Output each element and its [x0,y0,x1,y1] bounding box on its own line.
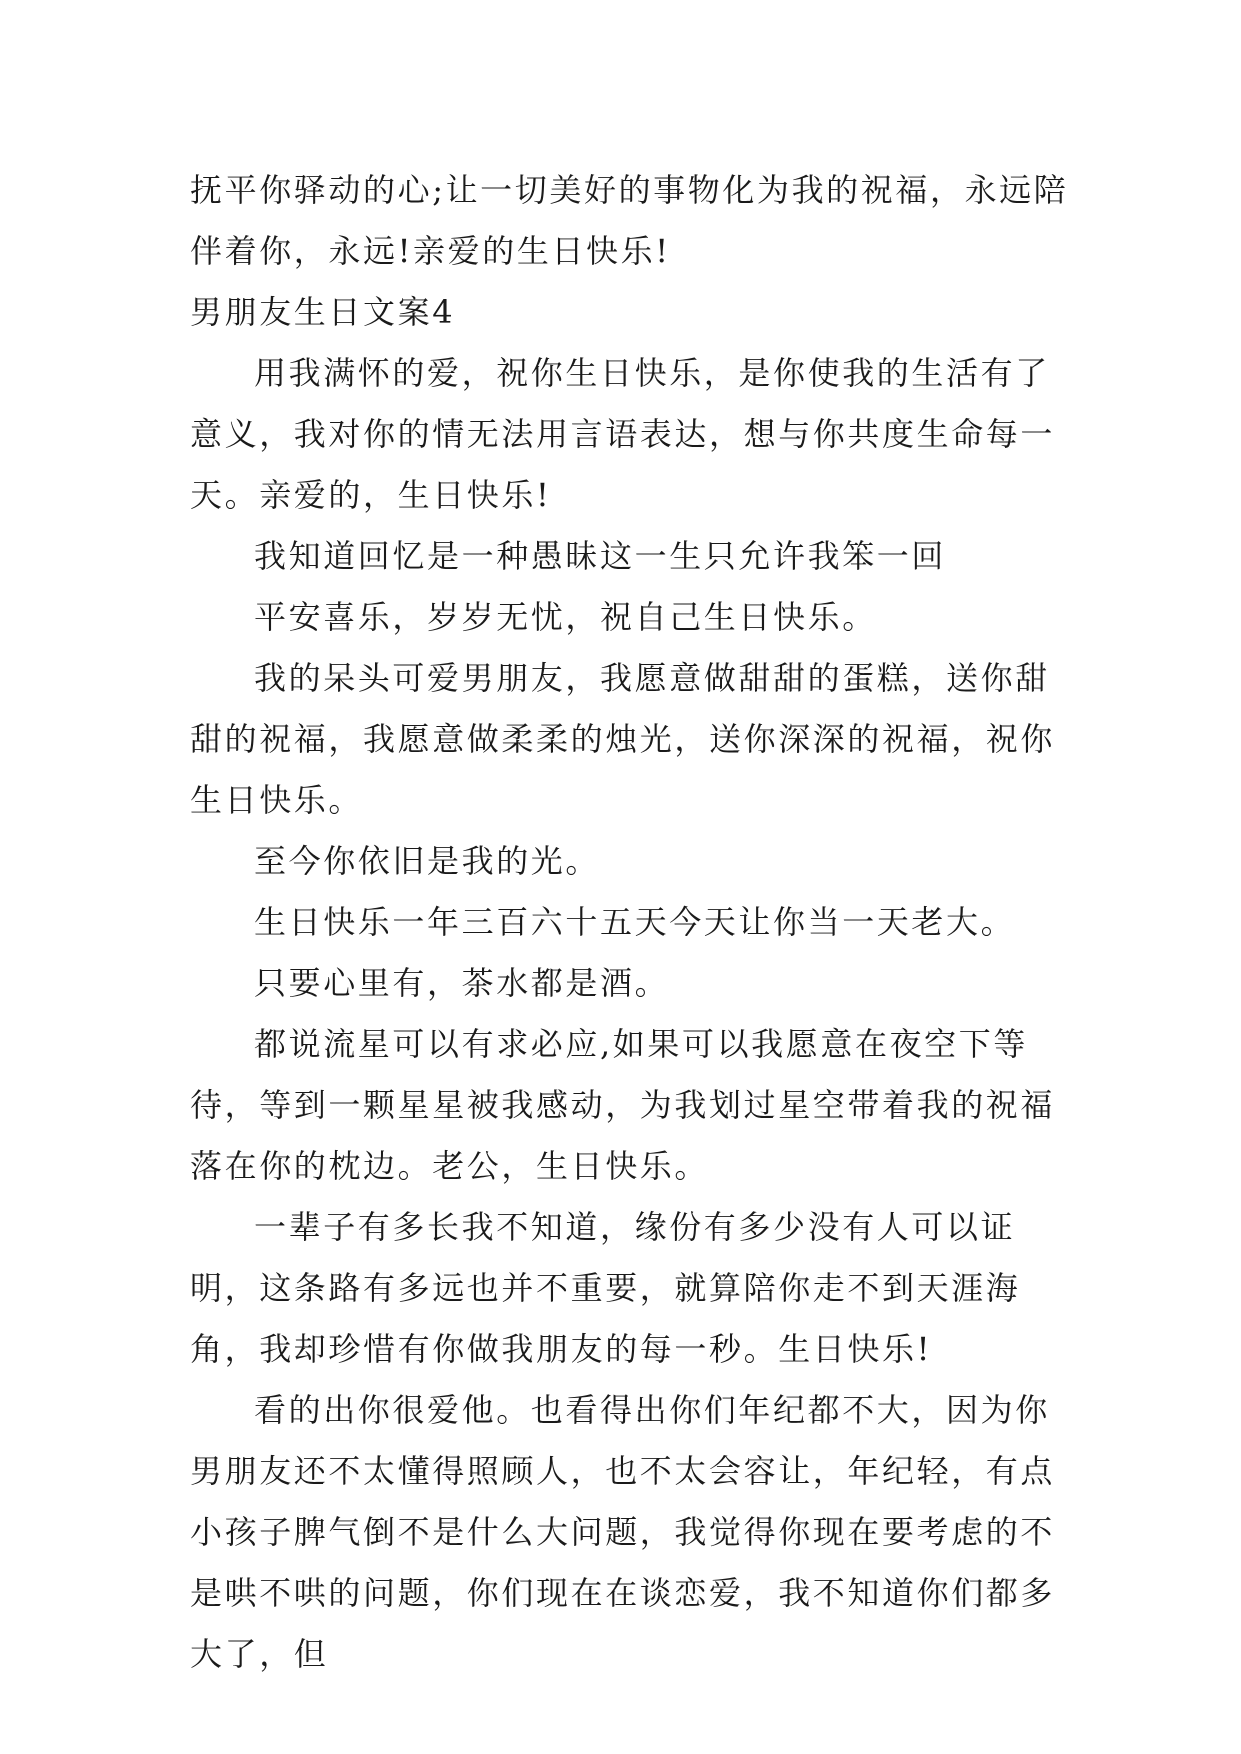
section-heading: 男朋友生日文案4 [190,293,456,331]
paragraph: 我知道回忆是一种愚昧这一生只允许我笨一回 [254,537,947,575]
paragraph: 生日快乐一年三百六十五天今天让你当一天老大。 [254,903,1016,941]
paragraph: 一辈子有多长我不知道，缘份有多少没有人可以证明，这条路有多远也并不重要，就算陪你走不到天涯海角，我却珍惜有你做我朋友的每一秒。生日快乐! [190,1208,1021,1368]
paragraph: 用我满怀的爱，祝你生日快乐，是你使我的生活有了意义，我对你的情无法用言语表达，想与你共度生命每一天。亲爱的，生日快乐! [190,354,1056,514]
paragraph: 都说流星可以有求必应,如果可以我愿意在夜空下等待，等到一颗星星被我感动，为我划过星空带着我的祝福落在你的枕边。老公，生日快乐。 [190,1025,1056,1185]
document-body [190,160,1070,1685]
paragraph: 看的出你很爱他。也看得出你们年纪都不大，因为你男朋友还不太懂得照顾人，也不太会容让，年纪轻，有点小孩子脾气倒不是什么大问题，我觉得你现在要考虑的不是哄不哄的问题，你们现在在谈恋爱，我不知道你们都多大了，但 [190,1391,1056,1673]
paragraph: 只要心里有，茶水都是酒。 [254,964,670,1002]
paragraph: 至今你依旧是我的光。 [254,842,601,880]
continuation-paragraph: 抚平你驿动的心;让一切美好的事物化为我的祝福，永远陪伴着你，永远!亲爱的生日快乐! [190,171,1069,270]
paragraph: 我的呆头可爱男朋友，我愿意做甜甜的蛋糕，送你甜甜的祝福，我愿意做柔柔的烛光，送你深深的祝福，祝你生日快乐。 [190,659,1056,819]
paragraph: 平安喜乐，岁岁无忧，祝自己生日快乐。 [254,598,877,636]
